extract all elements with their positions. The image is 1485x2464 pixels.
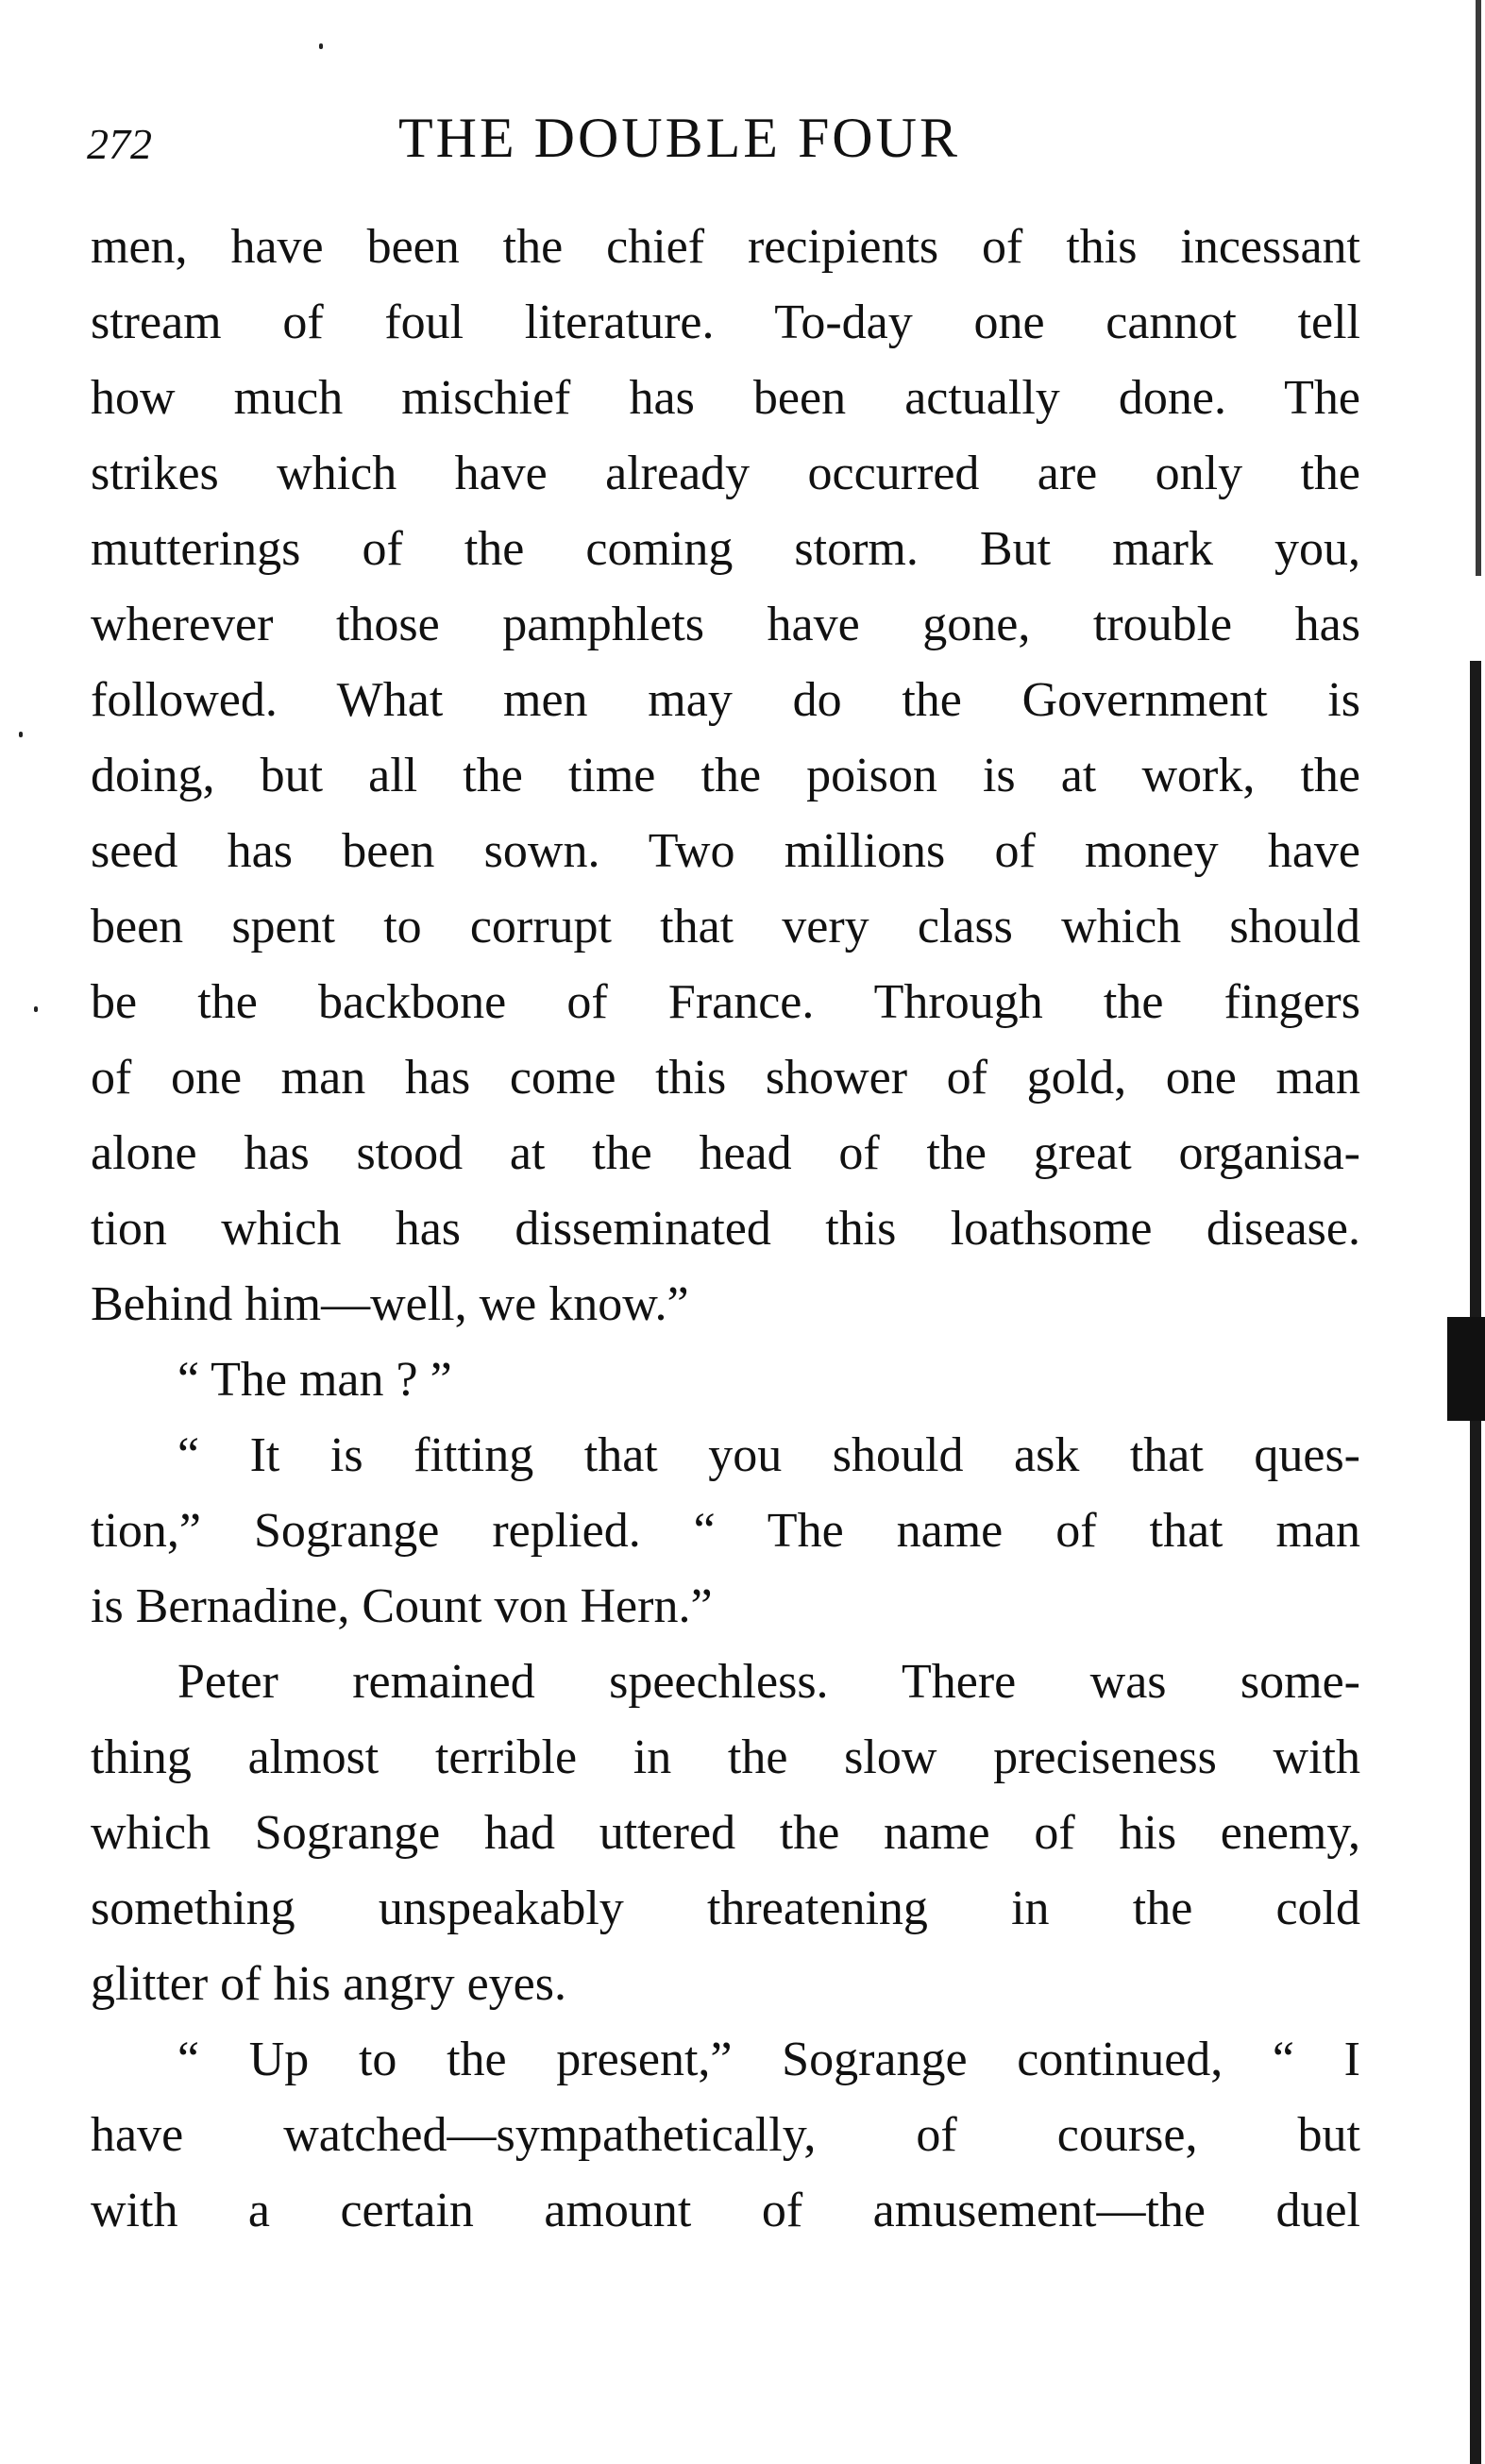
text-line: something unspeakably threatening in the cold: [91, 1882, 1360, 1935]
scan-speck: [19, 732, 23, 737]
text-line: “ It is fitting that you should ask that ques-: [177, 1428, 1360, 1482]
text-line: which Sogrange had uttered the name of his enemy,: [91, 1806, 1360, 1860]
text-line: stream of foul literature. To-day one cannot tell: [91, 295, 1360, 349]
running-head: [87, 106, 1361, 181]
text-line: strikes which have already occurred are only the: [91, 447, 1360, 500]
text-line: followed. What men may do the Government is: [91, 673, 1360, 727]
binding-shadow-upper: [1476, 0, 1481, 576]
text-line: tion which has disseminated this loathsome disease.: [91, 1202, 1360, 1256]
text-line: Behind him—well, we know.”: [91, 1277, 689, 1331]
scan-binding-edge: [1457, 0, 1485, 2464]
text-line: be the backbone of France. Through the fingers: [91, 975, 1360, 1029]
text-line: men, have been the chief recipients of this incessant: [91, 220, 1360, 274]
binding-shadow-lower: [1470, 661, 1481, 2464]
text-line: been spent to corrupt that very class which should: [91, 900, 1360, 954]
text-line: doing, but all the time the poison is at work, the: [91, 749, 1360, 802]
text-line: “ The man ? ”: [177, 1353, 452, 1407]
text-line: thing almost terrible in the slow preciseness with: [91, 1730, 1360, 1784]
binding-ink-blot: [1447, 1317, 1485, 1421]
text-line: with a certain amount of amusement—the duel: [91, 2184, 1360, 2237]
text-line: mutterings of the coming storm. But mark you,: [91, 522, 1360, 576]
text-line: is Bernadine, Count von Hern.”: [91, 1579, 713, 1633]
text-line: have watched—sympathetically, of course, but: [91, 2108, 1360, 2162]
text-line: tion,” Sogrange replied. “ The name of that man: [91, 1504, 1360, 1558]
text-line: “ Up to the present,” Sogrange continued, “ I: [177, 2033, 1360, 2086]
text-line: alone has stood at the head of the great organisa-: [91, 1126, 1360, 1180]
body-text: [91, 210, 1360, 2249]
text-line: wherever those pamphlets have gone, trouble has: [91, 598, 1360, 651]
scan-speck: [34, 1006, 38, 1012]
text-line: of one man has come this shower of gold, one man: [91, 1051, 1360, 1105]
text-line: how much mischief has been actually done. The: [91, 371, 1360, 425]
text-line: Peter remained speechless. There was some-: [177, 1655, 1360, 1709]
page-number: 272: [87, 120, 152, 168]
text-line: glitter of his angry eyes.: [91, 1957, 566, 2011]
text-line: seed has been sown. Two millions of money have: [91, 824, 1360, 878]
running-title: THE DOUBLE FOUR: [398, 107, 960, 169]
scan-speck: [319, 43, 323, 49]
